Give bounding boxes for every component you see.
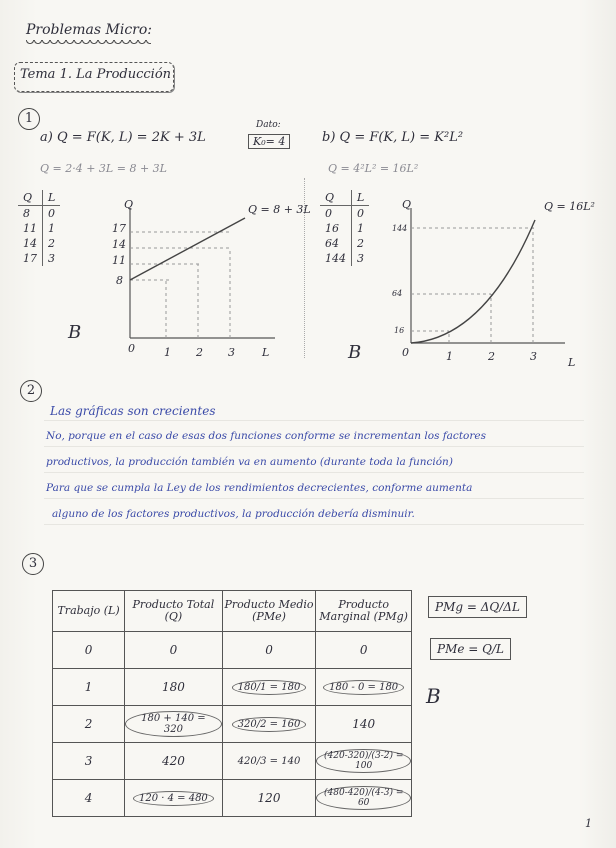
cell-total-product: 420 (125, 743, 223, 780)
graph-b-curve (411, 220, 535, 343)
circled-value: (480-420)/(4-3) = 60 (316, 786, 411, 810)
cell-average-product: 0 (222, 632, 316, 669)
graph-a-x-tick: 3 (228, 346, 235, 359)
formula-average-product: PMe = Q/L (430, 638, 511, 660)
table-a-header-l: L (43, 190, 61, 206)
graph-a-x-label: L (262, 346, 270, 359)
table-row (53, 743, 412, 780)
value-table-b (320, 190, 369, 266)
cell-average-product: 120 (222, 780, 316, 817)
title-underline (26, 40, 151, 48)
table-a-cell: 8 (18, 206, 43, 222)
table-b-cell: 1 (357, 222, 364, 235)
cell-average-product: 420/3 = 140 (222, 743, 316, 780)
grade-mark-c: B (426, 684, 441, 708)
graph-a-y-tick: 14 (112, 238, 126, 251)
grade-mark-b: B (348, 342, 362, 363)
cell-average-product (222, 669, 316, 706)
cell-total-product (125, 780, 223, 817)
graph-b-y-tick: 16 (394, 326, 405, 335)
table-row (53, 706, 412, 743)
cell-marginal-product: 0 (316, 632, 412, 669)
formula-marginal-product: PMg = ΔQ/ΔL (428, 596, 527, 618)
graph-a-y-tick: 8 (116, 274, 123, 287)
value-table-a (18, 190, 60, 266)
cell-average-product (222, 706, 316, 743)
cell-labor: 3 (53, 743, 125, 780)
table-b-header-q: Q (320, 190, 352, 206)
cell-labor: 2 (53, 706, 125, 743)
cell-marginal-product (316, 743, 412, 780)
table-b-cell: 144 (320, 251, 352, 266)
cell-total-product (125, 706, 223, 743)
column-header-labor: Trabajo (L) (53, 591, 125, 632)
table-row (53, 780, 412, 817)
topic-title: Tema 1. La Producción (20, 67, 172, 82)
circled-value: 120 · 4 = 480 (133, 791, 214, 806)
graph-b-x-tick: 0 (402, 346, 409, 359)
graph-a-x-tick: 0 (128, 342, 135, 355)
answer-line-3: productivos, la producción también va en aumento (durante toda la función) (46, 456, 453, 468)
circled-value: 320/2 = 160 (232, 717, 307, 732)
circled-value: (420-320)/(3-2) = 100 (316, 749, 411, 773)
answer-line-4: Para que se cumpla la Ley de los rendimientos decrecientes, conforme aumenta (46, 482, 473, 494)
rule-line (44, 420, 584, 421)
table-a-header-q: Q (18, 190, 43, 206)
table-b-cell: 2 (357, 237, 364, 250)
grade-mark-a: B (68, 322, 82, 343)
table-b-cell: 64 (320, 236, 352, 251)
graph-a (110, 198, 290, 358)
table-b-cell: 16 (320, 221, 352, 236)
graph-b-x-label: L (568, 356, 576, 369)
graph-b-y-tick: 144 (392, 224, 408, 233)
table-a-cell: 3 (48, 252, 55, 265)
column-header-marginal-product: Producto Marginal (PMg) (316, 591, 412, 632)
graph-b-y-label: Q (402, 198, 412, 211)
answer-line-1: Las gráficas son crecientes (50, 404, 216, 418)
answer-line-2: No, porque en el caso de esas dos funciones conforme se incrementan los factores (46, 430, 486, 442)
table-row (53, 669, 412, 706)
cell-labor: 1 (53, 669, 125, 706)
graph-a-line (130, 218, 245, 280)
cell-marginal-product (316, 780, 412, 817)
answer-line-5: alguno de los factores productivos, la producción debería disminuir. (52, 508, 415, 520)
cell-labor: 4 (53, 780, 125, 817)
section-3-number: 3 (22, 553, 44, 575)
graph-b-y-tick: 64 (392, 289, 403, 298)
cell-marginal-product (316, 669, 412, 706)
table-a-cell: 1 (48, 222, 55, 235)
cell-marginal-product: 140 (316, 706, 412, 743)
table-a-cell: 0 (48, 207, 55, 220)
graph-b-x-tick: 3 (530, 350, 537, 363)
table-b-header-l: L (352, 190, 370, 206)
function-b: b) Q = F(K, L) = K²L² (322, 130, 464, 145)
rule-line (44, 498, 584, 499)
graph-b-curve-label: Q = 16L² (544, 200, 595, 213)
page-number: 1 (585, 817, 592, 830)
table-header-row (53, 591, 412, 632)
function-a: a) Q = F(K, L) = 2K + 3L (40, 130, 206, 145)
column-header-total-product: Producto Total (Q) (125, 591, 223, 632)
cell-total-product: 180 (125, 669, 223, 706)
table-row (53, 632, 412, 669)
graph-b-x-tick: 1 (446, 350, 453, 363)
table-a-cell: 17 (18, 251, 43, 266)
substitution-a: Q = 2·4 + 3L = 8 + 3L (40, 162, 167, 175)
table-b-cell: 3 (357, 252, 364, 265)
cell-total-product: 0 (125, 632, 223, 669)
section-1-number: 1 (18, 108, 40, 130)
circled-value: 180 + 140 = 320 (125, 711, 222, 737)
rule-line (44, 446, 584, 447)
substitution-b: Q = 4²L² = 16L² (328, 162, 419, 175)
graph-a-y-tick: 11 (112, 254, 126, 267)
table-b-cell: 0 (320, 206, 352, 222)
graph-b-x-tick: 2 (488, 350, 495, 363)
circled-value: 180/1 = 180 (232, 680, 307, 695)
column-header-average-product: Producto Medio (PMe) (222, 591, 316, 632)
data-value: K₀= 4 (248, 134, 290, 149)
graph-a-curve-label: Q = 8 + 3L (248, 203, 311, 216)
rule-line (44, 524, 584, 525)
graph-a-x-tick: 1 (164, 346, 171, 359)
table-a-cell: 14 (18, 236, 43, 251)
data-note: Dato: (256, 120, 281, 130)
page-title: Problemas Micro: (26, 22, 153, 38)
section-2-number: 2 (20, 380, 42, 402)
table-a-cell: 2 (48, 237, 55, 250)
graph-b (395, 198, 575, 358)
cell-labor: 0 (53, 632, 125, 669)
circled-value: 180 - 0 = 180 (323, 680, 404, 695)
table-b-cell: 0 (357, 207, 364, 220)
production-table (52, 590, 412, 817)
graph-a-y-tick: 17 (112, 222, 126, 235)
graph-a-y-label: Q (124, 198, 134, 211)
table-a-cell: 11 (18, 221, 43, 236)
graph-a-x-tick: 2 (196, 346, 203, 359)
rule-line (44, 472, 584, 473)
column-divider (304, 178, 305, 358)
